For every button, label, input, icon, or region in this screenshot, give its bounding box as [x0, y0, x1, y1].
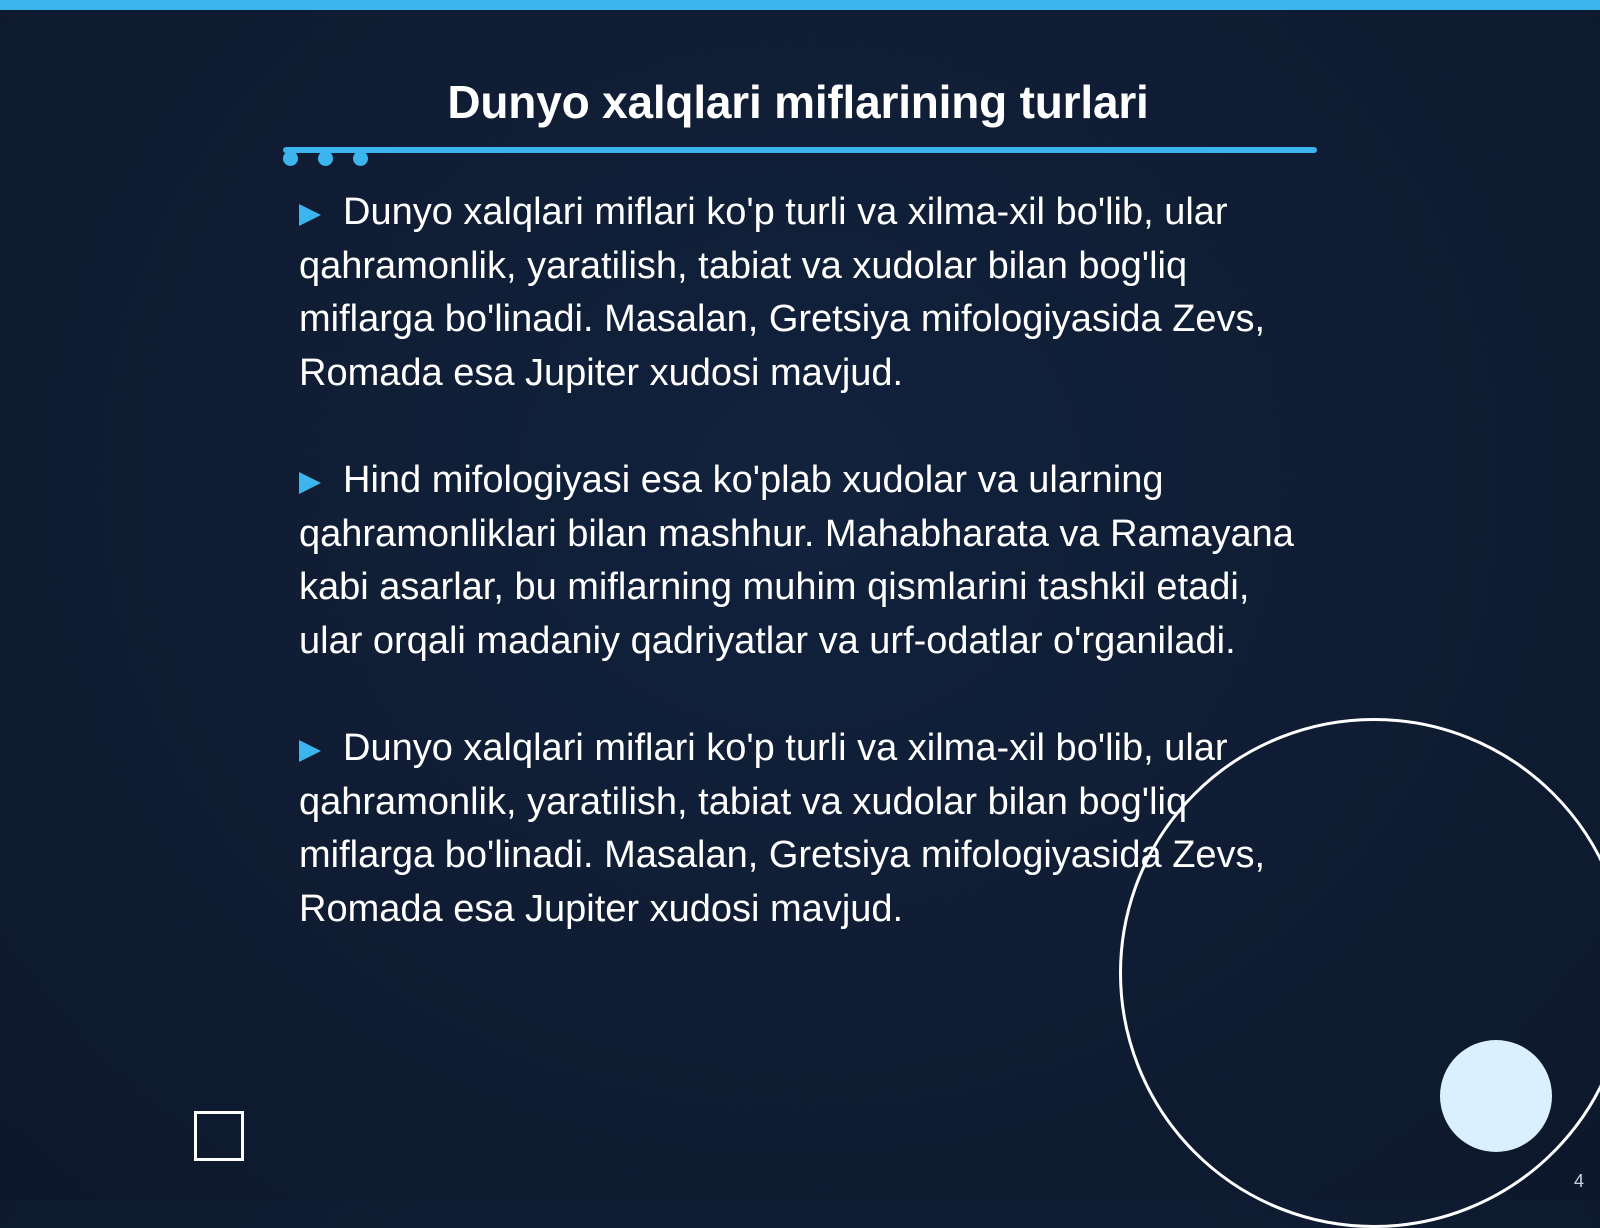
paragraph-text: Dunyo xalqlari miflari ko'p turli va xilma-xil bo'lib, ular qahramonlik, yaratilish, tabiat va xudolar bilan bog'liq miflarga bo'linadi. Masalan, Gretsiya mifologiyasida Zevs, Romada esa Jupiter xudosi mavjud. [299, 727, 1266, 930]
decorative-circle [1440, 1040, 1552, 1152]
title-dot-2 [318, 151, 333, 166]
page-number: 4 [1573, 1171, 1584, 1191]
title-dot-3 [353, 151, 368, 166]
bullet-paragraph-1 [299, 186, 1299, 400]
triangle-right-icon [299, 204, 321, 226]
triangle-right-icon [299, 472, 321, 494]
title-underline [283, 147, 1317, 153]
paragraph-text: Hind mifologiyasi esa ko'plab xudolar va ularning qahramonliklari bilan mashhur. Mahabharata va Ramayana kabi asarlar, bu miflarning muhim qismlarini tashkil etadi, ular orqali madaniy qadriyatlar va urf-odatlar o'rganiladi. [299, 459, 1294, 662]
title-dot-1 [283, 151, 298, 166]
decorative-ring [1119, 718, 1600, 1228]
slide-title: Dunyo xalqlari miflarining turlari [447, 76, 1149, 128]
top-accent-bar [0, 0, 1600, 10]
triangle-right-icon [299, 740, 321, 762]
bullet-paragraph-2 [299, 454, 1299, 668]
decorative-square [194, 1111, 244, 1161]
paragraph-text: Dunyo xalqlari miflari ko'p turli va xilma-xil bo'lib, ular qahramonlik, yaratilish, tabiat va xudolar bilan bog'liq miflarga bo'linadi. Masalan, Gretsiya mifologiyasida Zevs, Romada esa Jupiter xudosi mavjud. [299, 191, 1266, 394]
